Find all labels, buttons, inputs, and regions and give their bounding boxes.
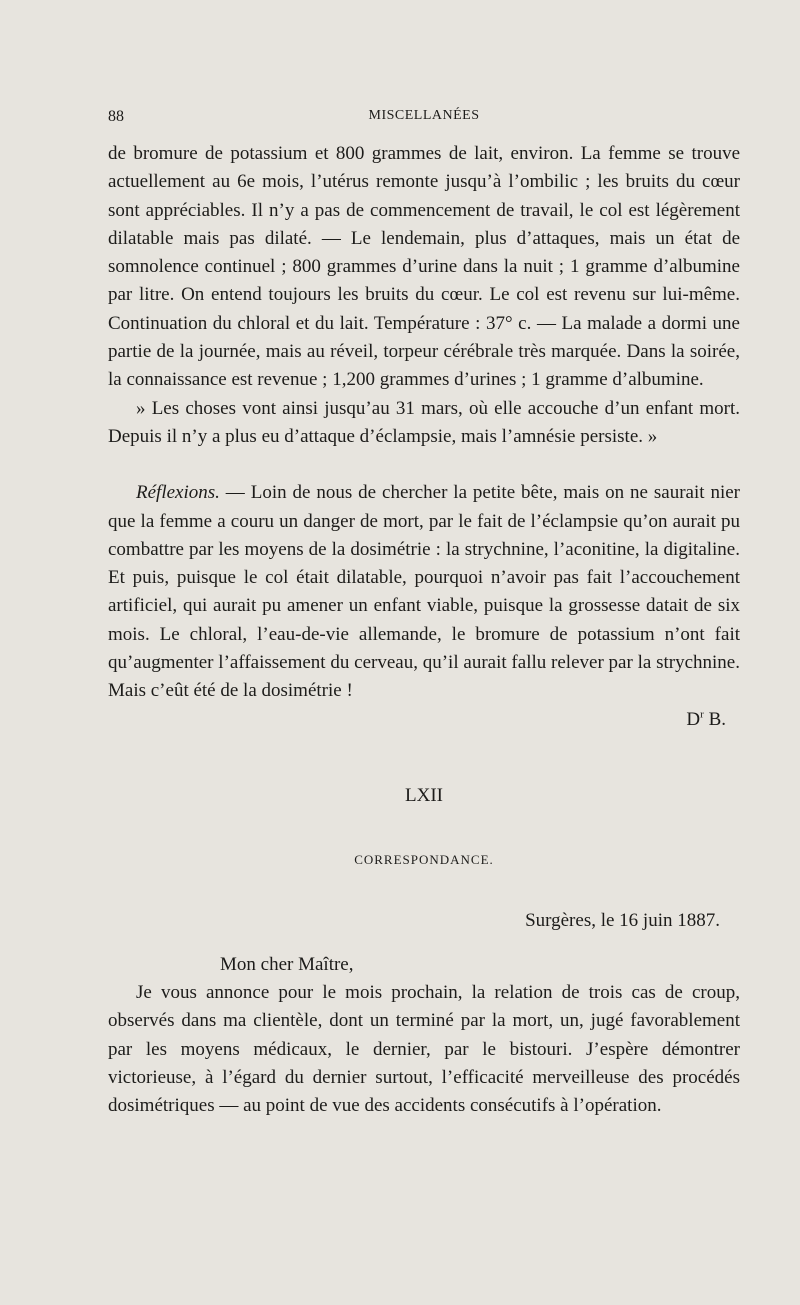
reflexions-label: Réflexions.	[136, 482, 220, 504]
running-head: MISCELLANÉES	[368, 108, 480, 123]
paragraph-outcome: » Les choses vont ainsi jusqu’au 31 mars, où elle accouche d’un enfant mort. Depuis il n’y a plus eu d’attaque d’éclampsie, mais l’amnésie persiste. »	[108, 397, 740, 447]
spacer	[108, 451, 740, 479]
letter-dateline: Surgères, le 16 juin 1887.	[525, 909, 720, 931]
page-number: 88	[108, 108, 124, 125]
letter-salutation: Mon cher Maître,	[220, 953, 354, 975]
author-signature	[108, 706, 726, 734]
reflexions-text: — Loin de nous de chercher la petite bête, mais on ne saurait nier que la femme a couru un danger de mort, par le fait de l’éclampsie qu’on aurait pu combattre par les moyens de la dosimétrie : la strychnine, l’aconitine, la digitaline. Et puis, puisque le col était dilatable, pourquoi n’avoir pas fait l’accouchement artificiel, qui aurait pu amener un enfant viable, puisque la grossesse datait de six mois. Le chloral, l’eau-de-vie allemande, le bromure de potassium n’ont fait qu’augmenter l’affaissement du cerveau, qu’il aurait fallu relever par la strychnine. Mais c’eût été de la dosimétrie !	[108, 482, 740, 702]
page-header	[108, 108, 740, 130]
letter-body: Je vous annonce pour le mois prochain, la relation de trois cas de croup, observés dans ma clientèle, dont un terminé par la mort, un, jugé favorablement par les moyens médicaux, le dernier, par le bistouri. J’espère démontrer victorieuse, à l’égard du dernier surtout, l’efficacité merveilleuse des procédés dosimétriques — au point de vue des accidents consécutifs à l’opération.	[108, 982, 740, 1117]
section-title: CORRESPONDANCE.	[354, 852, 494, 868]
signature-prefix: D	[686, 708, 701, 730]
signature-sup: r	[700, 708, 704, 721]
paragraph-reflexions	[108, 479, 740, 705]
signature-name: B.	[703, 708, 726, 730]
section-number: LXII	[405, 784, 443, 806]
page-body	[108, 140, 740, 1121]
paragraph-case-continuation: de bromure de potassium et 800 grammes de lait, environ. La femme se trouve actuellement au 6e mois, l’utérus remonte jusqu’à l’ombilic ; les bruits du cœur sont appréciables. Il n’y a pas de commencement de travail, le col est légèrement dilatable mais pas dilaté. — Le lendemain, plus d’attaques, mais un état de somnolence continuel ; 800 grammes d’urine dans la nuit ; 1 gramme d’albumine par litre. On entend toujours les bruits du cœur. Le col est revenu sur lui-même. Continuation du chloral et du lait. Température : 37° c. — La malade a dormi une partie de la journée, mais au réveil, torpeur cérébrale très marquée. Dans la soirée, la connaissance est revenue ; 1,200 grammes d’urines ; 1 gramme d’albumine.	[108, 143, 740, 391]
